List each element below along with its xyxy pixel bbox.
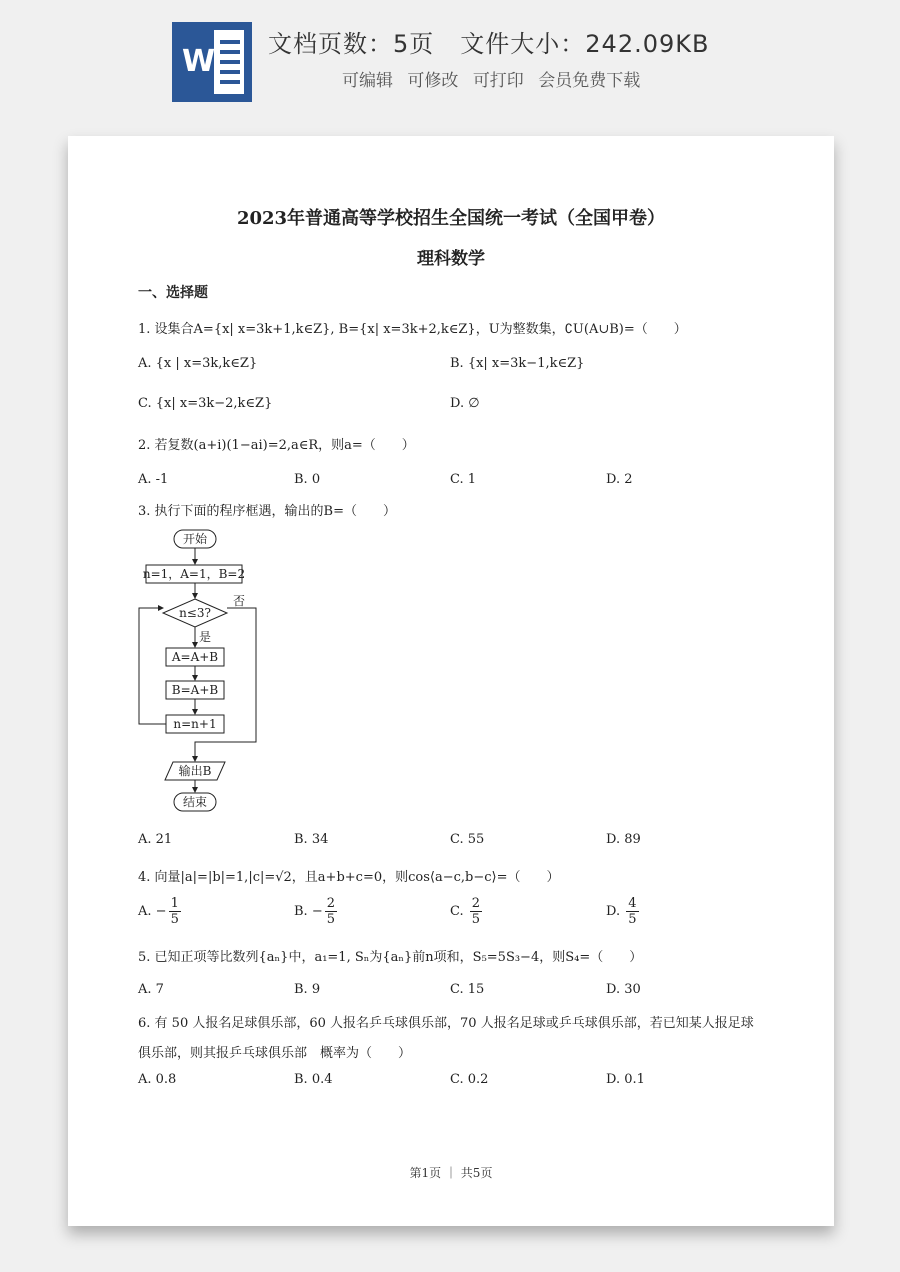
q5-option-d: D. 30 — [606, 982, 641, 997]
q3-option-c: C. 55 — [450, 832, 485, 847]
flow-no-label: 否 — [233, 594, 246, 608]
q2-option-a: A. -1 — [138, 472, 169, 487]
flow-step-a-label: A=A+B — [171, 650, 219, 664]
feature-printable: 可打印 — [472, 71, 524, 91]
q3-option-d: D. 89 — [606, 832, 641, 847]
flow-init-label: n=1，A=1，B=2 — [142, 567, 246, 581]
q4-option-a: A. − $\frac{1}{5}$ — [138, 896, 179, 927]
q3-option-a: A. 21 — [138, 832, 173, 847]
flow-step-b-label: B=A+B — [171, 683, 219, 697]
q1-option-c: C. {x| x=3k−2,k∈Z} — [138, 396, 273, 411]
q5-option-b: B. 9 — [294, 982, 321, 997]
section-heading: 一、选择题 — [138, 285, 208, 301]
flow-output-label: 输出B — [178, 764, 212, 778]
question-4-stem: 4. 向量|a|=|b|=1,|c|=√2，且a+b+c=0，则cos⟨a−c,b−c⟩=（ ） — [138, 870, 560, 885]
document-subtitle: 理科数学 — [417, 249, 485, 269]
q6-option-a: A. 0.8 — [138, 1072, 177, 1087]
document-title: 2023年普通高等学校招生全国统一考试（全国甲卷） — [236, 208, 666, 229]
feature-list — [342, 66, 649, 91]
q3-option-b: B. 34 — [294, 832, 329, 847]
question-1-stem: 1. 设集合A={x| x=3k+1,k∈Z}, B={x| x=3k+2,k∈Z}，U为整数集，∁U(A∪B)=（ ） — [138, 322, 687, 337]
flow-condition-label: n≤3? — [179, 606, 211, 620]
q6-option-d: D. 0.1 — [606, 1072, 645, 1087]
q4-option-d: D. $\frac{4}{5}$ — [606, 896, 637, 927]
download-banner — [0, 0, 900, 120]
program-flowchart — [136, 528, 276, 824]
question-6-stem-line2: 俱乐部，则其报乒乓球俱乐部 概率为（ ） — [138, 1046, 412, 1061]
q1-option-b: B. {x| x=3k−1,k∈Z} — [450, 356, 585, 371]
flow-start-label: 开始 — [182, 532, 208, 546]
question-6-stem-line1: 6. 有 50 人报名足球俱乐部，60 人报名乒乓球俱乐部，70 人报名足球或乒乓球俱乐部，若已知某人报足球 — [138, 1016, 754, 1031]
q5-option-a: A. 7 — [138, 982, 164, 997]
flow-yes-label: 是 — [199, 630, 212, 644]
page-footer: 第1页 ｜ 共5页 — [409, 1166, 493, 1180]
feature-editable: 可编辑 — [342, 71, 393, 91]
question-2-stem: 2. 若复数(a+i)(1−ai)=2,a∈R，则a=（ ） — [138, 438, 415, 453]
q6-option-c: C. 0.2 — [450, 1072, 489, 1087]
feature-modifiable: 可修改 — [407, 71, 459, 91]
q1-option-d: D. ∅ — [450, 396, 480, 411]
flow-end-label: 结束 — [182, 795, 208, 809]
question-3-stem: 3. 执行下面的程序框遇，输出的B=（ ） — [138, 504, 396, 519]
file-info — [268, 24, 735, 59]
q5-option-c: C. 15 — [450, 982, 485, 997]
q4-option-c: C. $\frac{2}{5}$ — [450, 896, 481, 927]
q2-option-c: C. 1 — [450, 472, 477, 487]
page-count: 文档页数：5页 — [268, 30, 435, 58]
q2-option-b: B. 0 — [294, 472, 321, 487]
question-5-stem: 5. 已知正项等比数列{aₙ}中，a₁=1, Sₙ为{aₙ}前n项和，S₅=5S₃−4，则S₄=（ ） — [138, 950, 643, 965]
word-document-icon: W — [172, 22, 252, 102]
document-page — [68, 136, 834, 1226]
q4-option-b: B. − $\frac{2}{5}$ — [294, 896, 336, 927]
feature-member-download: 会员免费下载 — [538, 71, 641, 91]
q2-option-d: D. 2 — [606, 472, 633, 487]
flow-step-n-label: n=n+1 — [173, 717, 217, 731]
q6-option-b: B. 0.4 — [294, 1072, 333, 1087]
q1-option-a: A. {x | x=3k,k∈Z} — [138, 356, 258, 371]
file-size: 文件大小：242.09KB — [460, 30, 710, 58]
